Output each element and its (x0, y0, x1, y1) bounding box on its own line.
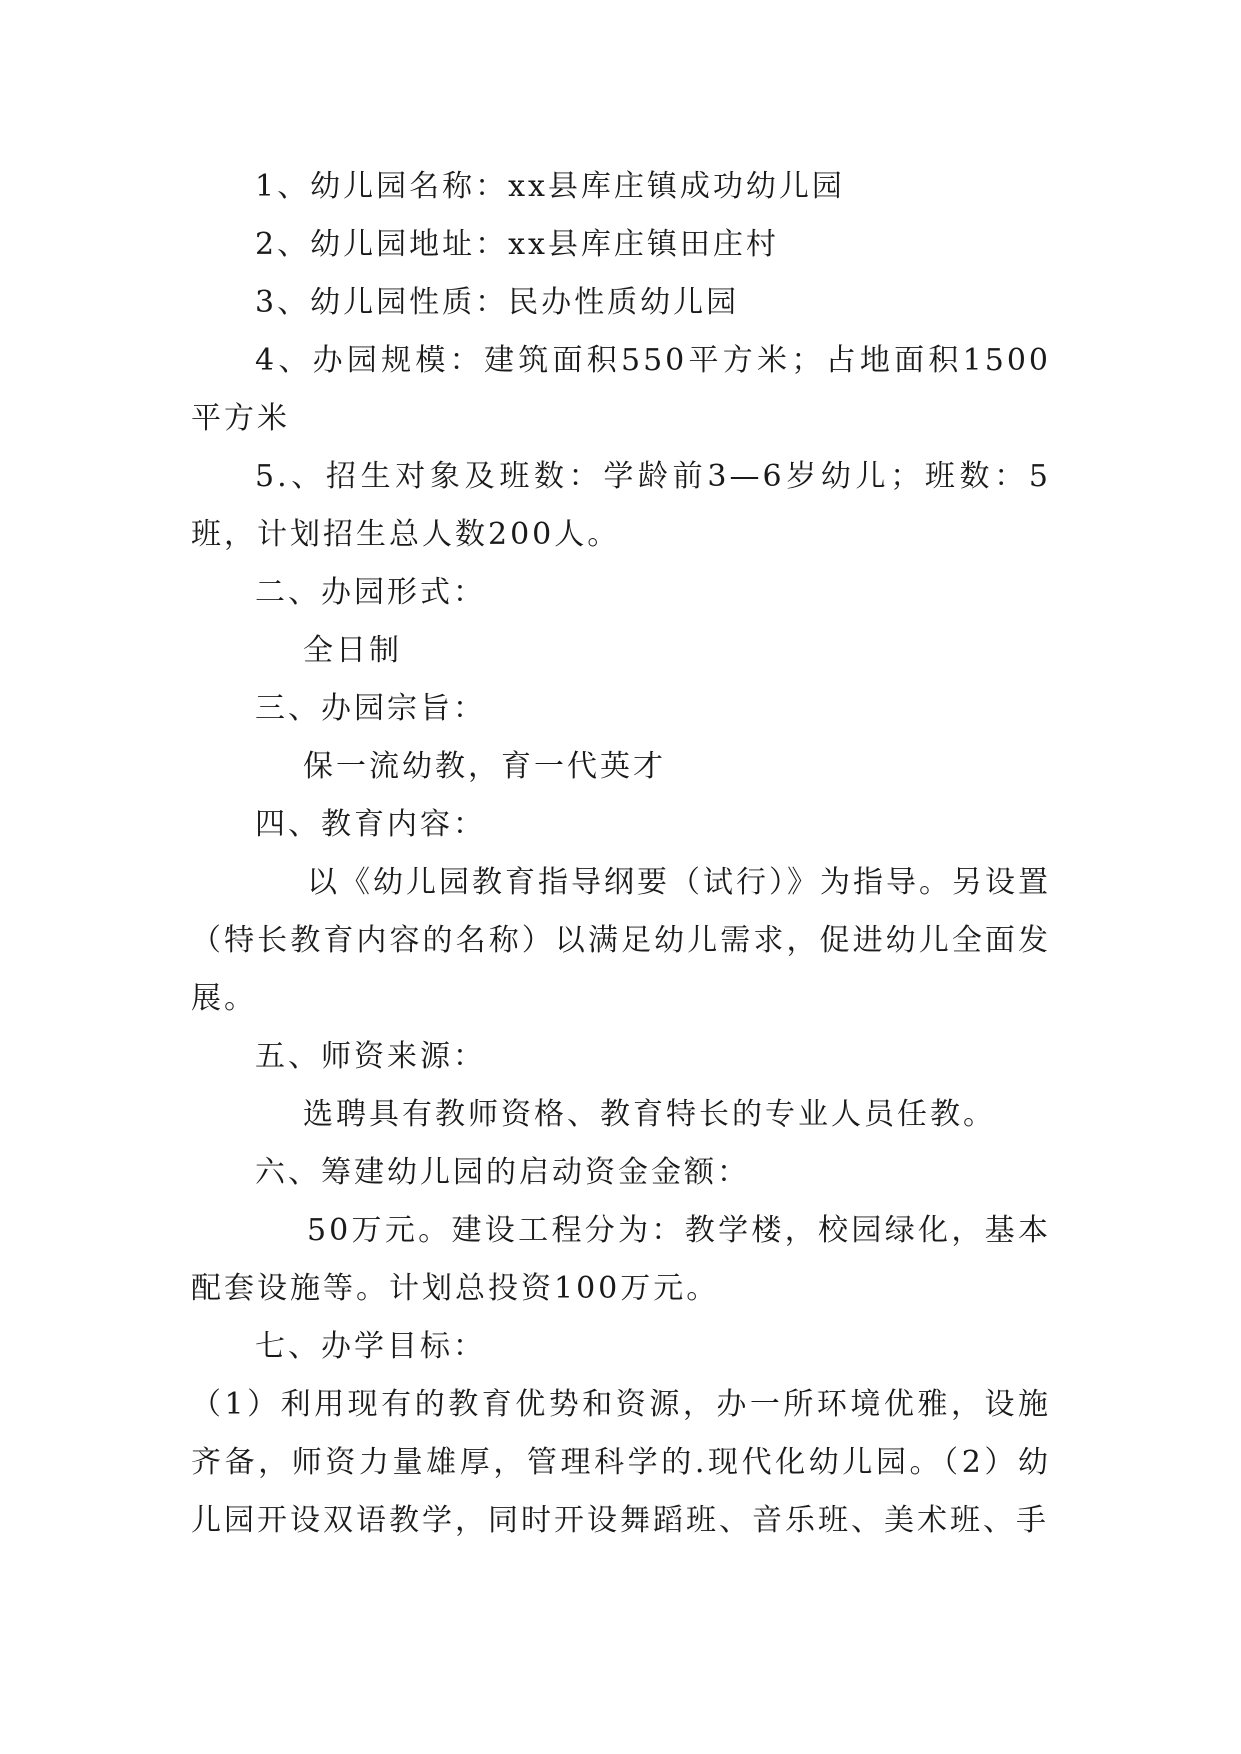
paragraph-kindergarten-address: 2、幼儿园地址：xx县库庄镇田庄村 (255, 227, 779, 262)
heading-section-5: 五、师资来源： (255, 1039, 486, 1074)
paragraph-funding: 50万元。建设工程分为：教学楼，校园绿化，基本配套设施等。计划总投资100万元。 (191, 1213, 1051, 1306)
paragraph-full-day: 全日制 (303, 633, 402, 668)
heading-section-2: 二、办园形式： (255, 575, 486, 610)
paragraph-kindergarten-nature: 3、幼儿园性质：民办性质幼儿园 (255, 285, 740, 320)
paragraph-enrollment: 5.、招生对象及班数：学龄前3—6岁幼儿；班数：5班，计划招生总人数200人。 (191, 459, 1051, 552)
paragraph-education-content: 以《幼儿园教育指导纲要（试行）》为指导。另设置（特长教育内容的名称）以满足幼儿需求，促进幼儿全面发展。 (191, 865, 1051, 1016)
heading-section-4: 四、教育内容： (255, 807, 486, 842)
paragraph-motto: 保一流幼教，育一代英才 (303, 749, 666, 784)
paragraph-kindergarten-name: 1、幼儿园名称：xx县库庄镇成功幼儿园 (255, 169, 845, 204)
heading-section-3: 三、办园宗旨： (255, 691, 486, 726)
heading-section-7: 七、办学目标： (255, 1329, 486, 1364)
paragraph-scale: 4、办园规模：建筑面积550平方米；占地面积1500平方米 (191, 343, 1051, 436)
heading-section-6: 六、筹建幼儿园的启动资金金额： (255, 1155, 750, 1190)
paragraph-goals: （1）利用现有的教育优势和资源，办一所环境优雅，设施齐备，师资力量雄厚，管理科学的.现代化幼儿园。（2）幼儿园开设双语教学，同时开设舞蹈班、音乐班、美术班、手 (191, 1387, 1051, 1538)
document-body (191, 158, 1051, 1550)
paragraph-teachers: 选聘具有教师资格、教育特长的专业人员任教。 (303, 1097, 996, 1132)
